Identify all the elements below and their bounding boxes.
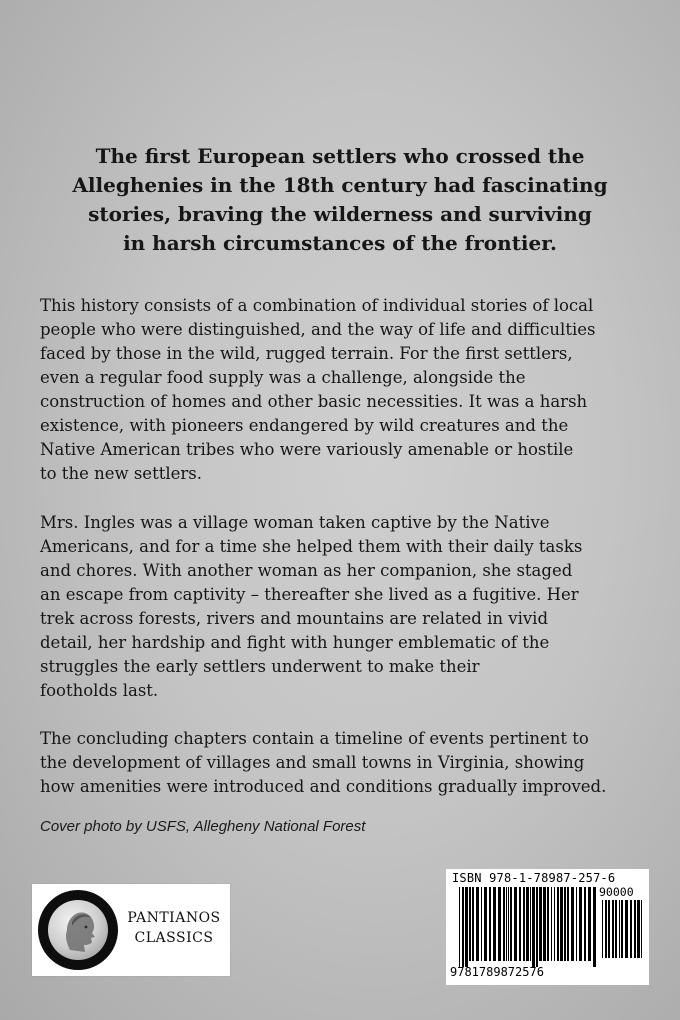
description-paragraph-3 xyxy=(40,727,660,799)
publisher-name-line-2: CLASSICS xyxy=(134,930,214,946)
isbn-text: ISBN 978-1-78987-257-6 xyxy=(452,871,616,885)
paragraph-line: footholds last. xyxy=(40,681,159,700)
paragraph-line: to the new settlers. xyxy=(40,464,202,483)
headline-line: Alleghenies in the 18th century had fascinating xyxy=(72,173,608,197)
paragraph-line: faced by those in the wild, rugged terrain. For the first settlers, xyxy=(40,344,573,363)
publisher-logo xyxy=(32,884,230,976)
barcode-addon-bars xyxy=(601,900,645,964)
paragraph-line: trek across forests, rivers and mountains are related in vivid xyxy=(40,609,549,628)
description-paragraph-1 xyxy=(40,294,660,486)
headline xyxy=(40,142,640,258)
paragraph-line: the development of villages and small towns in Virginia, showing xyxy=(40,753,585,772)
headline-line: in harsh circumstances of the frontier. xyxy=(123,231,557,255)
paragraph-line: people who were distinguished, and the way of life and difficulties xyxy=(40,320,596,339)
paragraph-line: even a regular food supply was a challenge, alongside the xyxy=(40,368,526,387)
isbn-barcode xyxy=(446,869,649,985)
paragraph-line: detail, her hardship and fight with hunger emblematic of the xyxy=(40,633,550,652)
coin-profile-icon xyxy=(38,890,118,970)
publisher-name-line-1: PANTIANOS xyxy=(127,910,221,926)
paragraph-line: This history consists of a combination of individual stories of local xyxy=(40,296,594,315)
cover-photo-credit: Cover photo by USFS, Allegheny National Forest xyxy=(40,818,366,835)
description-paragraph-2 xyxy=(40,511,660,703)
paragraph-line: and chores. With another woman as her companion, she staged xyxy=(40,561,573,580)
paragraph-line: construction of homes and other basic necessities. It was a harsh xyxy=(40,392,588,411)
barcode-addon-text: 90000 xyxy=(599,885,634,899)
paragraph-line: how amenities were introduced and conditions gradually improved. xyxy=(40,777,607,796)
paragraph-line: struggles the early settlers underwent to make their xyxy=(40,657,480,676)
headline-line: stories, braving the wilderness and surviving xyxy=(88,202,592,226)
ean-digits: 9781789872576 xyxy=(450,965,544,979)
headline-line: The first European settlers who crossed the xyxy=(95,144,585,168)
paragraph-line: The concluding chapters contain a timeline of events pertinent to xyxy=(40,729,589,748)
paragraph-line: Native American tribes who were variously amenable or hostile xyxy=(40,440,574,459)
paragraph-line: Mrs. Ingles was a village woman taken captive by the Native xyxy=(40,513,550,532)
paragraph-line: existence, with pioneers endangered by wild creatures and the xyxy=(40,416,569,435)
paragraph-line: an escape from captivity – thereafter she lived as a fugitive. Her xyxy=(40,585,579,604)
barcode-bars xyxy=(458,887,598,967)
paragraph-line: Americans, and for a time she helped them with their daily tasks xyxy=(40,537,583,556)
